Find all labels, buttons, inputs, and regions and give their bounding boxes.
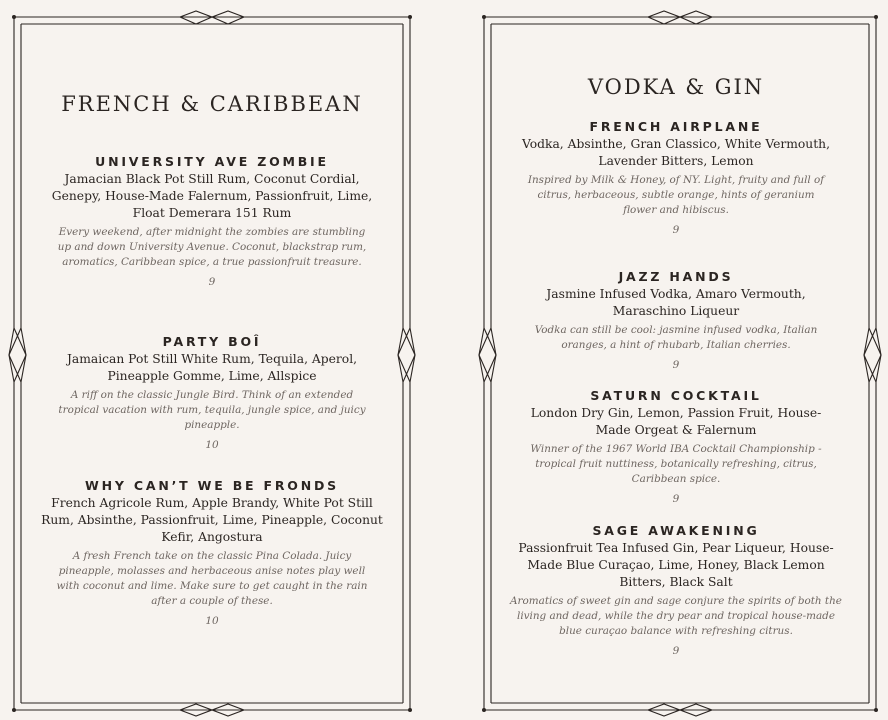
cocktail-price: 9 bbox=[208, 276, 216, 288]
cocktail-price: 9 bbox=[672, 224, 680, 236]
menu-item bbox=[496, 523, 856, 658]
cocktail-name: FRENCH AIRPLANE bbox=[589, 119, 763, 134]
cocktail-ingredients: Jamacian Black Pot Still Rum, Coconut Cordial, Genepy, House-Made Falernum, Passionfruit, Lime, Float Demerara 151 Rum bbox=[51, 172, 373, 220]
menu-item bbox=[32, 478, 392, 628]
menu-item bbox=[496, 388, 856, 506]
cocktail-description: A riff on the classic Jungle Bird. Think of an extended tropical vacation with rum, tequila, jungle spice, and juicy pineapple. bbox=[58, 389, 366, 431]
cocktail-description: A fresh French take on the classic Pina Colada. Juicy pineapple, molasses and herbaceous anise notes play well with coconut and lime. Make sure to get caught in the rain after a couple of these. bbox=[56, 550, 368, 607]
menu-item bbox=[496, 119, 856, 237]
cocktail-ingredients: French Agricole Rum, Apple Brandy, White Pot Still Rum, Absinthe, Passionfruit, Lime, Pineapple, Coconut Kefir, Angostura bbox=[41, 496, 383, 544]
cocktail-price: 9 bbox=[672, 359, 680, 371]
cocktail-name: JAZZ HANDS bbox=[618, 269, 734, 284]
cocktail-price: 10 bbox=[205, 615, 219, 627]
cocktail-description: Vodka can still be cool: jasmine infused vodka, Italian oranges, a hint of rhubarb, Italian cherries. bbox=[534, 324, 818, 351]
cocktail-ingredients: London Dry Gin, Lemon, Passion Fruit, House-Made Orgeat & Falernum bbox=[530, 406, 822, 437]
cocktail-description: Every weekend, after midnight the zombies are stumbling up and down University Avenue. Coconut, blackstrap rum, aromatics, Caribbean spice, a true passionfruit treasure. bbox=[57, 226, 367, 268]
cocktail-price: 10 bbox=[205, 439, 219, 451]
cocktail-ingredients: Jasmine Infused Vodka, Amaro Vermouth, Maraschino Liqueur bbox=[546, 287, 806, 318]
cocktail-price: 9 bbox=[672, 493, 680, 505]
cocktail-ingredients: Jamaican Pot Still White Rum, Tequila, Aperol, Pineapple Gomme, Lime, Allspice bbox=[66, 352, 358, 383]
menu-item bbox=[496, 269, 856, 372]
cocktail-name: SATURN COCKTAIL bbox=[590, 388, 762, 403]
cocktail-name: WHY CAN’T WE BE FRONDS bbox=[85, 478, 339, 493]
cocktail-description: Inspired by Milk & Honey, of NY. Light, fruity and full of citrus, herbaceous, subtle orange, hints of geranium flower and hibiscus. bbox=[527, 174, 825, 216]
menu-item bbox=[32, 154, 392, 289]
left-menu-page bbox=[0, 0, 424, 720]
cocktail-description: Aromatics of sweet gin and sage conjure the spirits of both the living and dead, while the dry pear and tropical house-made blue curaçao balance with refreshing citrus. bbox=[510, 595, 842, 637]
cocktail-ingredients: Passionfruit Tea Infused Gin, Pear Liqueur, House-Made Blue Curaçao, Lime, Honey, Black Lemon Bitters, Black Salt bbox=[518, 541, 834, 589]
right-menu-page bbox=[464, 0, 888, 720]
cocktail-ingredients: Vodka, Absinthe, Gran Classico, White Vermouth, Lavender Bitters, Lemon bbox=[522, 137, 830, 168]
cocktail-description: Winner of the 1967 World IBA Cocktail Championship - tropical fruit nuttiness, botanically refreshing, citrus, Caribbean spice. bbox=[530, 443, 822, 485]
cocktail-price: 9 bbox=[672, 645, 680, 657]
cocktail-name: SAGE AWAKENING bbox=[592, 523, 760, 538]
section-title: VODKA & GIN bbox=[587, 75, 765, 99]
section-title: FRENCH & CARIBBEAN bbox=[61, 92, 363, 116]
cocktail-name: UNIVERSITY AVE ZOMBIE bbox=[95, 154, 329, 169]
cocktail-name: PARTY BOÎ bbox=[162, 334, 262, 349]
menu-item bbox=[32, 334, 392, 452]
